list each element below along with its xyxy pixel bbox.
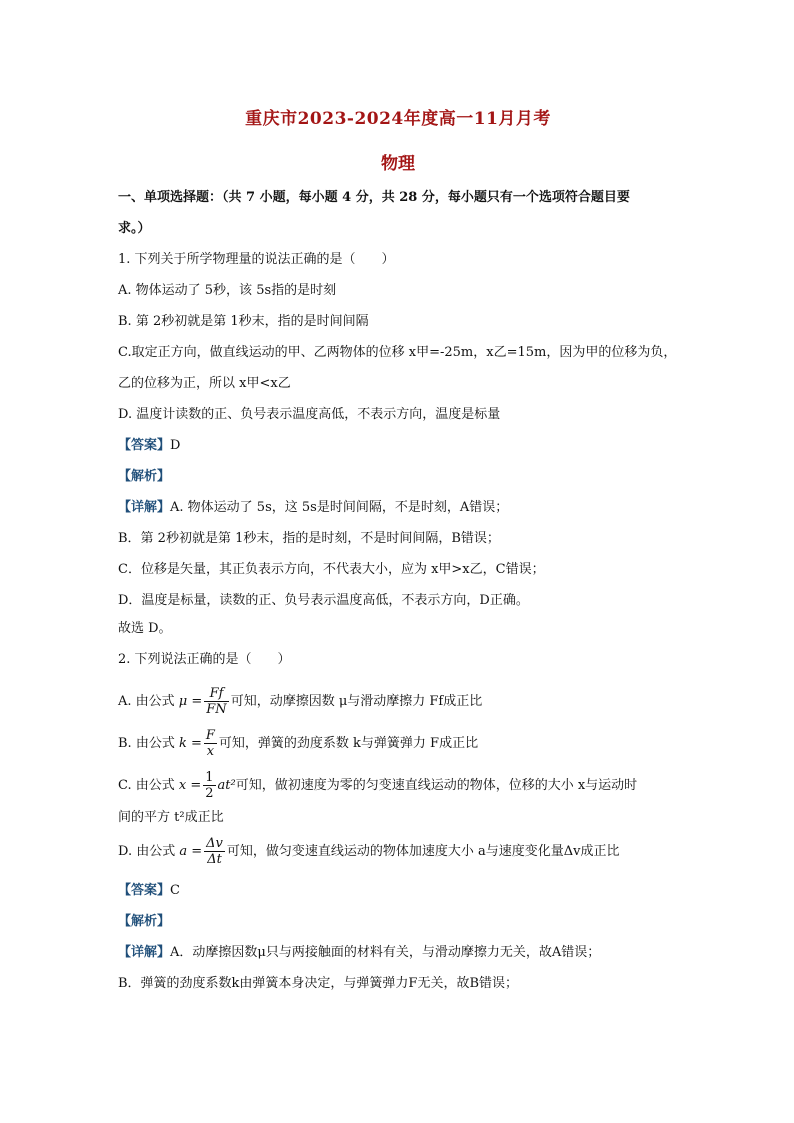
q2-detail-a xyxy=(118,943,678,963)
formula-k-lhs: k = xyxy=(178,736,202,751)
document-page xyxy=(118,96,678,994)
option-text: 可知，做匀变速直线运动的物体加速度大小 a与速度变化量Δv成正比 xyxy=(226,844,620,859)
q2-option-b xyxy=(118,726,678,762)
formula-x-rhs: at² xyxy=(217,778,236,793)
detail-text: A. 物体运动了 5s，这 5s是时间间隔，不是时刻，A错误； xyxy=(170,500,509,515)
fraction-denominator: x xyxy=(206,744,215,759)
q1-option-c-cont: 乙的位移为正，所以 x甲<x乙 xyxy=(118,376,291,391)
fraction-numerator: F xyxy=(205,728,215,743)
fraction-denominator: 2 xyxy=(205,786,214,801)
fraction-numerator: Ff xyxy=(204,686,228,702)
page-title: 重庆市2023-2024年度高一11月月考 xyxy=(245,109,551,129)
q1-detail-d: D．温度是标量，读数的正、负号表示温度高低，不表示方向，D正确。 xyxy=(118,593,529,608)
formula-a-fraction xyxy=(204,836,225,867)
formula-x-fraction xyxy=(203,770,215,801)
formula-mu-fraction xyxy=(204,686,228,717)
q1-detail-c: C．位移是矢量，其正负表示方向，不代表大小，应为 x甲>x乙，C错误； xyxy=(118,562,545,577)
detail-tag: 【详解】 xyxy=(118,945,171,960)
q2-option-c xyxy=(118,768,678,804)
q2-analysis xyxy=(118,912,678,932)
answer-value: C xyxy=(170,883,180,898)
q1-detail-a xyxy=(118,498,678,518)
section-heading: 一、单项选择题：（共 7 小题，每小题 4 分，共 28 分，每小题只有一个选项符合题目要 xyxy=(118,190,630,205)
q1-detail-b: B．第 2秒初就是第 1秒末，指的是时刻，不是时间间隔，B错误； xyxy=(118,531,500,546)
q2-option-d xyxy=(118,834,678,870)
formula-a-lhs: a = xyxy=(179,844,203,859)
fraction-denominator: FN xyxy=(206,702,227,717)
answer-tag: 【答案】 xyxy=(118,438,171,453)
formula-x-lhs: x = xyxy=(178,778,202,793)
q2-answer xyxy=(118,881,678,901)
subject-title: 物理 xyxy=(381,154,415,174)
fraction-numerator: Δv xyxy=(206,836,223,851)
formula-k-fraction xyxy=(204,728,217,759)
formula-mu-lhs: μ = xyxy=(178,694,203,709)
fraction-numerator: 1 xyxy=(205,770,214,785)
detail-tag: 【详解】 xyxy=(118,500,171,515)
option-text: 可知，动摩擦因数 μ与滑动摩擦力 Ff成正比 xyxy=(230,694,483,709)
option-prefix: C. 由公式 xyxy=(118,778,175,793)
option-prefix: B. 由公式 xyxy=(118,736,175,751)
section-heading-cont: 求。） xyxy=(118,221,151,236)
q1-answer xyxy=(118,436,678,456)
analysis-tag: 【解析】 xyxy=(118,469,171,484)
q2-option-c-cont: 间的平方 t²成正比 xyxy=(118,810,224,825)
q1-option-b: B. 第 2秒初就是第 1秒末，指的是时间间隔 xyxy=(118,314,369,329)
q2-stem: 2. 下列说法正确的是（ ） xyxy=(118,652,291,667)
q2-option-a xyxy=(118,684,678,720)
option-text: 可知，做初速度为零的匀变速直线运动的物体，位移的大小 x与运动时 xyxy=(235,778,638,793)
q1-conclusion: 故选 D。 xyxy=(118,621,172,636)
answer-value: D xyxy=(170,438,181,453)
q1-analysis xyxy=(118,467,678,487)
answer-tag: 【答案】 xyxy=(118,883,171,898)
analysis-tag: 【解析】 xyxy=(118,914,171,929)
option-prefix: A. 由公式 xyxy=(118,694,175,709)
q1-option-c: C.取定正方向，做直线运动的甲、乙两物体的位移 x甲=-25m，x乙=15m，因为甲的位移为负， xyxy=(118,345,677,360)
detail-text: A．动摩擦因数μ只与两接触面的材料有关，与滑动摩擦力无关，故A错误； xyxy=(170,945,601,960)
q2-detail-b: B．弹簧的劲度系数k由弹簧本身决定，与弹簧弹力F无关，故B错误； xyxy=(118,976,519,991)
option-prefix: D. 由公式 xyxy=(118,844,176,859)
q1-option-a: A. 物体运动了 5秒，该 5s指的是时刻 xyxy=(118,283,337,298)
fraction-denominator: Δt xyxy=(207,852,222,867)
q1-option-d: D. 温度计读数的正、负号表示温度高低，不表示方向，温度是标量 xyxy=(118,407,501,422)
option-text: 可知，弹簧的劲度系数 k与弹簧弹力 F成正比 xyxy=(218,736,479,751)
q1-stem: 1. 下列关于所学物理量的说法正确的是（ ） xyxy=(118,252,395,267)
